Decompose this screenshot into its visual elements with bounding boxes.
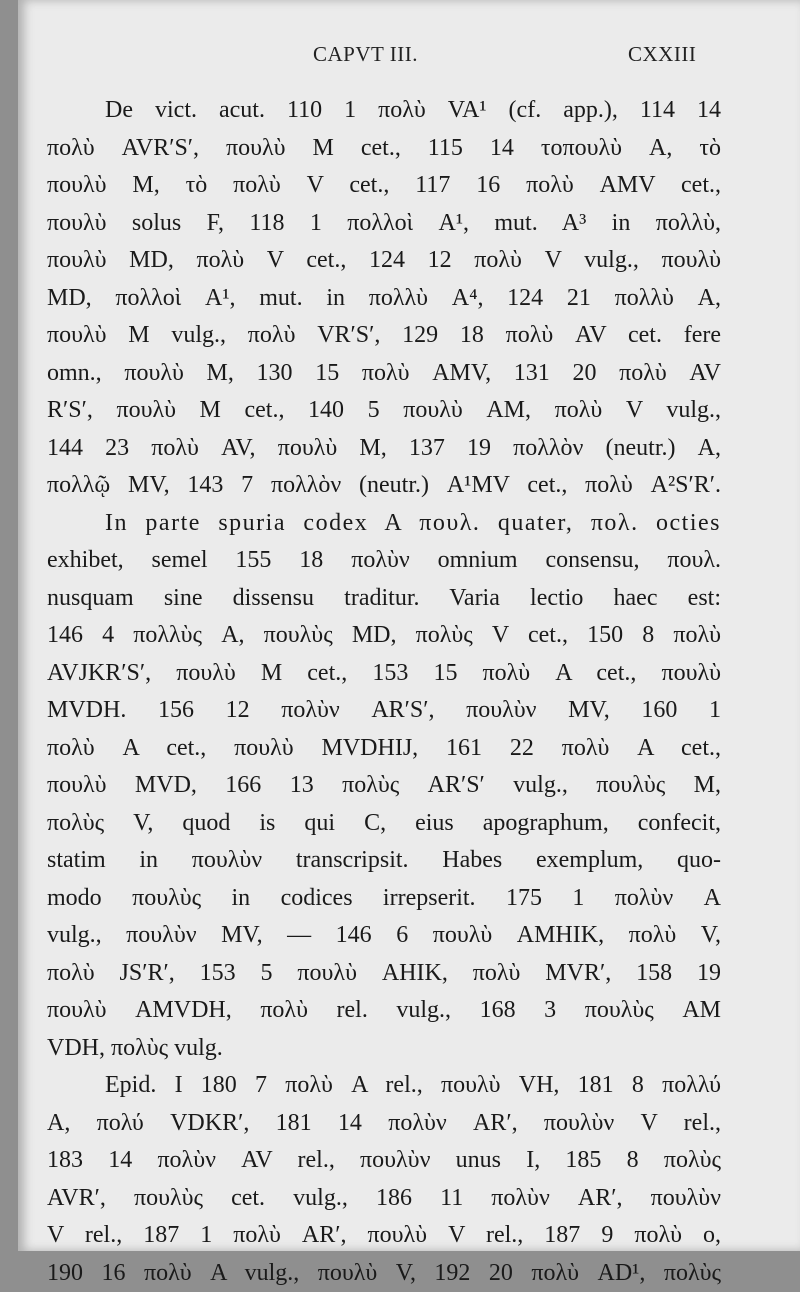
chapter-title: CAPVT III. [313, 42, 418, 67]
text-line: 183 14 πολὺν AV rel., πουλὺν unus I, 185 8 πολὺς [47, 1142, 721, 1180]
text-line: πουλὺ M, τὸ πολὺ V cet., 117 16 πολὺ AMV cet., [47, 167, 721, 205]
book-page [18, 0, 800, 1251]
text-line: modo πουλὺς in codices irrepserit. 175 1 πολὺν A [47, 880, 721, 918]
text-line: 144 23 πολὺ AV, πουλὺ M, 137 19 πολλὸν (neutr.) A, [47, 430, 721, 468]
text-line: AVR′, πουλὺς cet. vulg., 186 11 πολὺν AR′, πουλὺν [47, 1180, 721, 1218]
text-line: πολὺ JS′R′, 153 5 πουλὺ AHIK, πολὺ MVR′, 158 19 [47, 955, 721, 993]
text-line: exhibet, semel 155 18 πολὺν omnium consensu, πουλ. [47, 542, 721, 580]
text-line: A, πολύ VDKR′, 181 14 πολὺν AR′, πουλὺν V rel., [47, 1105, 721, 1143]
text-line: MD, πολλοὶ A¹, mut. in πολλὺ A⁴, 124 21 πολλὺ A, [47, 280, 721, 318]
text-line: Epid. I 180 7 πολὺ A rel., πουλὺ VH, 181 8 πολλύ [47, 1067, 721, 1105]
text-line: In parte spuria codex A πουλ. quater, πολ. octies [47, 505, 721, 543]
text-line: MVDH. 156 12 πολὺν AR′S′, πουλὺν MV, 160 1 [47, 692, 721, 730]
text-line: πουλὺ M vulg., πολὺ VR′S′, 129 18 πολὺ AV cet. fere [47, 317, 721, 355]
text-body [47, 92, 721, 1292]
text-line: πολὺ A cet., πουλὺ MVDHIJ, 161 22 πολὺ A cet., [47, 730, 721, 768]
page-number: CXXIII [628, 42, 696, 67]
text-line: 146 4 πολλὺς A, πουλὺς MD, πολὺς V cet., 150 8 πολὺ [47, 617, 721, 655]
text-line: πολὺς V, quod is qui C, eius apographum, confecit, [47, 805, 721, 843]
text-line: VDH, πολὺς vulg. [47, 1030, 721, 1068]
text-line: statim in πουλὺν transcripsit. Habes exemplum, quo- [47, 842, 721, 880]
running-header [18, 42, 800, 72]
text-line: AVJKR′S′, πουλὺ M cet., 153 15 πολὺ A cet., πουλὺ [47, 655, 721, 693]
text-line: R′S′, πουλὺ M cet., 140 5 πουλὺ AM, πολὺ V vulg., [47, 392, 721, 430]
text-line: πολὺ AVR′S′, πουλὺ M cet., 115 14 τοπουλὺ A, τὸ [47, 130, 721, 168]
text-line: De vict. acut. 110 1 πολὺ VA¹ (cf. app.), 114 14 [47, 92, 721, 130]
text-line: πουλὺ MVD, 166 13 πολὺς AR′S′ vulg., πουλὺς M, [47, 767, 721, 805]
text-line: nusquam sine dissensu traditur. Varia lectio haec est: [47, 580, 721, 618]
text-line: omn., πουλὺ M, 130 15 πολὺ AMV, 131 20 πολὺ AV [47, 355, 721, 393]
text-line: vulg., πουλὺν MV, — 146 6 πουλὺ AMHIK, πολὺ V, [47, 917, 721, 955]
text-line: πουλὺ MD, πολὺ V cet., 124 12 πολὺ V vulg., πουλὺ [47, 242, 721, 280]
text-line: πουλὺ solus F, 118 1 πολλοὶ A¹, mut. A³ in πολλὺ, [47, 205, 721, 243]
text-line: 190 16 πολὺ A vulg., πουλὺ V, 192 20 πολὺ AD¹, πολὺς [47, 1255, 721, 1292]
text-line: πολλῷ MV, 143 7 πολλὸν (neutr.) A¹MV cet., πολὺ A²S′R′. [47, 467, 721, 505]
text-line: V rel., 187 1 πολὺ AR′, πουλὺ V rel., 187 9 πολὺ o, [47, 1217, 721, 1255]
text-line: πουλὺ AMVDH, πολὺ rel. vulg., 168 3 πουλὺς AM [47, 992, 721, 1030]
